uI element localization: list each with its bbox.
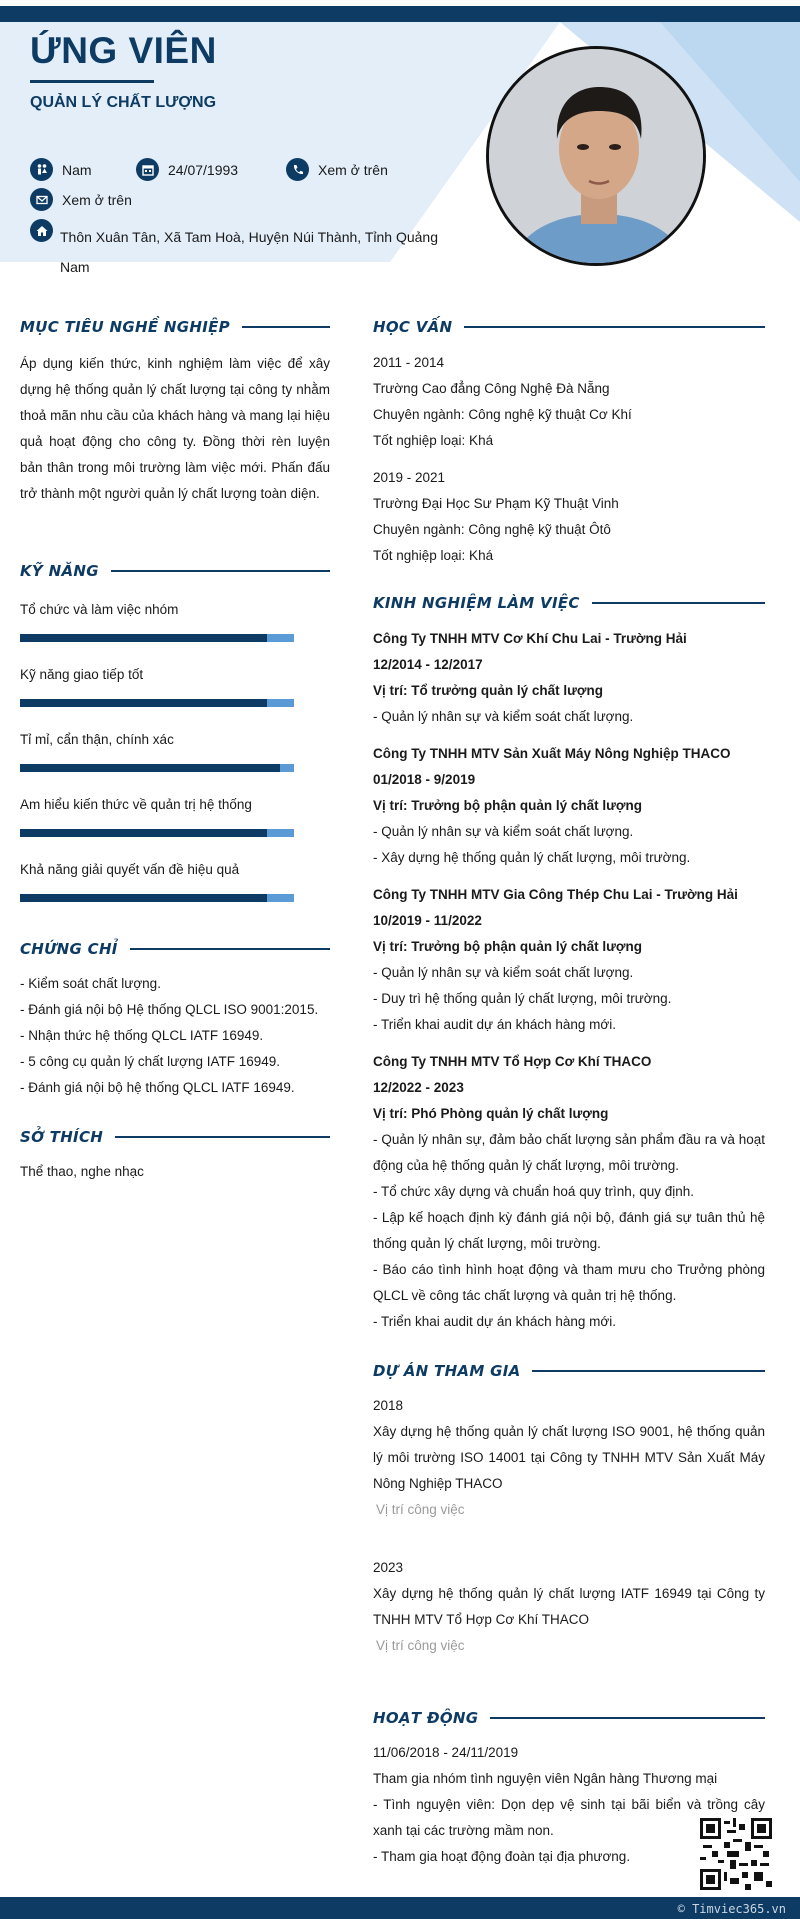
hobbies-text: Thể thao, nghe nhạc	[20, 1164, 144, 1179]
projects-title: DỰ ÁN THAM GIA	[373, 1362, 765, 1380]
experience-title: KINH NGHIỆM LÀM VIỆC	[373, 594, 765, 612]
experience-period: 01/2018 - 9/2019	[373, 772, 476, 787]
name-underline	[30, 80, 154, 83]
skill-bar-fill	[20, 699, 267, 707]
avatar	[486, 46, 706, 266]
footer-credit: © Timviec365.vn	[677, 1902, 786, 1916]
activity-period: 11/06/2018 - 24/11/2019	[373, 1745, 519, 1760]
email-value: Xem ở trên	[62, 191, 132, 208]
phone-row	[286, 158, 388, 181]
project-year: 2023	[373, 1560, 404, 1575]
certificate-item: - Kiểm soát chất lượng.	[20, 976, 161, 991]
experience-period: 12/2014 - 12/2017	[373, 657, 483, 672]
education-major: Chuyên ngành: Công nghệ kỹ thuật Cơ Khí	[373, 407, 632, 422]
experience-period: 12/2022 - 2023	[373, 1080, 464, 1095]
experience-line: - Quản lý nhân sự, đảm bảo chất lượng sản phẩm đầu ra và hoạt động của hệ thống quản lý chất lượng, môi trường.	[373, 1132, 765, 1173]
skill-label: Tổ chức và làm việc nhóm	[20, 602, 179, 617]
experience-line: - Triển khai audit dự án khách hàng mới.	[373, 1314, 617, 1329]
certificates-title: CHỨNG CHỈ	[20, 940, 330, 958]
gender-value: Nam	[62, 161, 92, 178]
experience-position: Vị trí: Tổ trưởng quản lý chất lượng	[373, 683, 603, 698]
education-item	[373, 465, 765, 569]
candidate-role: QUẢN LÝ CHẤT LƯỢNG	[30, 94, 217, 111]
skill-bar	[20, 634, 294, 642]
activity-org: Tham gia nhóm tình nguyện viên Ngân hàng Thương mại	[373, 1771, 718, 1786]
experience-company: Công Ty TNHH MTV Sản Xuất Máy Nông Nghiệp THACO	[373, 746, 731, 761]
education-period: 2011 - 2014	[373, 355, 445, 370]
email-row	[30, 188, 132, 211]
dob-value: 24/07/1993	[168, 161, 239, 178]
experience-line: - Tổ chức xây dựng và chuẩn hoá quy trình, quy định.	[373, 1184, 695, 1199]
mail-icon	[30, 188, 53, 211]
phone-icon	[286, 158, 309, 181]
education-title: HỌC VẤN	[373, 318, 765, 336]
qr-code	[700, 1818, 772, 1890]
skill-bar-fill	[20, 894, 267, 902]
certificate-item: - Đánh giá nội bộ Hệ thống QLCL ISO 9001:2015.	[20, 1002, 319, 1017]
experience-company: Công Ty TNHH MTV Tổ Hợp Cơ Khí THACO	[373, 1054, 652, 1069]
address-row	[30, 219, 62, 242]
certificate-item: - Nhận thức hệ thống QLCL IATF 16949.	[20, 1028, 264, 1043]
skill-bar-fill	[20, 829, 267, 837]
phone-value: Xem ở trên	[318, 161, 388, 178]
project-item	[373, 1555, 765, 1659]
experience-position: Vị trí: Trưởng bộ phận quản lý chất lượng	[373, 798, 642, 813]
skill-bar	[20, 894, 294, 902]
project-role: Vị trí công việc	[376, 1638, 465, 1653]
experience-line: - Quản lý nhân sự và kiểm soát chất lượng.	[373, 709, 634, 724]
project-role: Vị trí công việc	[376, 1502, 465, 1517]
experience-item	[373, 1049, 765, 1335]
gender-row	[30, 158, 92, 181]
skill-bar-fill	[20, 634, 267, 642]
experience-company: Công Ty TNHH MTV Cơ Khí Chu Lai - Trường Hải	[373, 631, 687, 646]
skill-bar	[20, 764, 294, 772]
gender-icon	[30, 158, 53, 181]
experience-position: Vị trí: Phó Phòng quản lý chất lượng	[373, 1106, 609, 1121]
experience-position: Vị trí: Trưởng bộ phận quản lý chất lượng	[373, 939, 642, 954]
experience-company: Công Ty TNHH MTV Gia Công Thép Chu Lai - Trường Hải	[373, 887, 738, 902]
activity-line: - Tình nguyện viên: Dọn dẹp vệ sinh tại bãi biển và trồng cây xanh tại các trường mầm non.	[373, 1797, 765, 1838]
certificates-list	[20, 971, 340, 1101]
skill-bar	[20, 699, 294, 707]
education-school: Trường Cao đẳng Công Nghệ Đà Nẵng	[373, 381, 610, 396]
address-value: Thôn Xuân Tân, Xã Tam Hoà, Huyện Núi Thành, Tỉnh Quảng Nam	[60, 229, 438, 275]
hobbies-title: SỞ THÍCH	[20, 1128, 330, 1146]
education-period: 2019 - 2021	[373, 470, 446, 485]
education-grade: Tốt nghiệp loại: Khá	[373, 548, 494, 563]
education-item	[373, 350, 765, 454]
candidate-name: ỨNG VIÊN	[30, 30, 217, 71]
experience-item	[373, 626, 765, 730]
experience-line: - Lập kế hoạch định kỳ đánh giá nội bộ, đánh giá sự tuân thủ hệ thống quản lý chất lượng, môi trường.	[373, 1210, 765, 1251]
experience-line: - Quản lý nhân sự và kiểm soát chất lượng.	[373, 965, 634, 980]
objective-title: MỤC TIÊU NGHỀ NGHIỆP	[20, 318, 330, 336]
education-major: Chuyên ngành: Công nghệ kỹ thuật Ôtô	[373, 522, 611, 537]
experience-line: - Duy trì hệ thống quản lý chất lượng, môi trường.	[373, 991, 672, 1006]
activity-line: - Tham gia hoạt động đoàn tại địa phương.	[373, 1849, 631, 1864]
project-item	[373, 1393, 765, 1523]
education-grade: Tốt nghiệp loại: Khá	[373, 433, 494, 448]
certificate-item: - Đánh giá nội bộ hệ thống QLCL IATF 16949.	[20, 1080, 295, 1095]
activities-title: HOẠT ĐỘNG	[373, 1709, 765, 1727]
skill-label: Tỉ mỉ, cẩn thận, chính xác	[20, 732, 174, 747]
experience-item	[373, 882, 765, 1038]
skill-bar-fill	[20, 764, 280, 772]
certificate-item: - 5 công cụ quản lý chất lượng IATF 16949.	[20, 1054, 281, 1069]
dob-row	[136, 158, 238, 181]
skill-label: Am hiểu kiến thức về quản trị hệ thống	[20, 797, 252, 812]
skills-title: KỸ NĂNG	[20, 562, 330, 580]
skill-label: Kỹ năng giao tiếp tốt	[20, 667, 144, 682]
calendar-icon	[136, 158, 159, 181]
project-year: 2018	[373, 1398, 404, 1413]
skill-label: Khả năng giải quyết vấn đề hiệu quả	[20, 862, 240, 877]
education-school: Trường Đại Học Sư Phạm Kỹ Thuật Vinh	[373, 496, 619, 511]
objective-text: Áp dụng kiến thức, kinh nghiệm làm việc để xây dựng hệ thống quản lý chất lượng tại công ty nhằm thoả mãn nhu cầu của khách hàng và mang lại hiệu quả hoạt động cho công ty. Đồng thời rèn luyện bản thân trong môi trường làm việc mới. Phấn đấu trở thành một người quản lý chất lượng toàn diện.	[20, 356, 330, 501]
experience-line: - Quản lý nhân sự và kiểm soát chất lượng.	[373, 824, 634, 839]
experience-line: - Triển khai audit dự án khách hàng mới.	[373, 1017, 617, 1032]
home-icon	[30, 219, 53, 242]
project-description: Xây dựng hệ thống quản lý chất lượng IATF 16949 tại Công ty TNHH MTV Tổ Hợp Cơ Khí THACO	[373, 1586, 765, 1627]
top-bar	[0, 6, 800, 22]
project-description: Xây dựng hệ thống quản lý chất lượng ISO 9001, hệ thống quản lý môi trường ISO 14001 tại Công ty TNHH MTV Sản Xuất Máy Nông Nghiệp THACO	[373, 1424, 765, 1491]
experience-item	[373, 741, 765, 871]
skill-bar	[20, 829, 294, 837]
experience-line: - Báo cáo tình hình hoạt động và tham mưu cho Trưởng phòng QLCL về công tác chất lượng và quản trị hệ thống.	[373, 1262, 765, 1303]
experience-period: 10/2019 - 11/2022	[373, 913, 482, 928]
experience-line: - Xây dựng hệ thống quản lý chất lượng, môi trường.	[373, 850, 691, 865]
